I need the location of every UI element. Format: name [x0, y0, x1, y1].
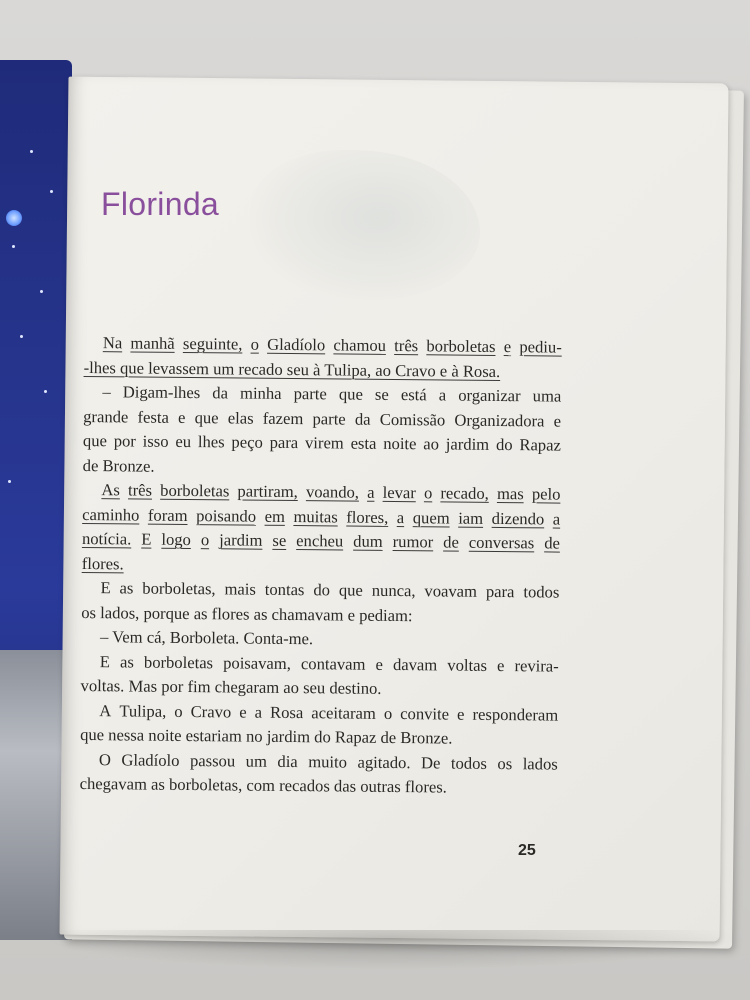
text-line: – Vem cá, Borboleta. Conta-me. [99, 627, 314, 649]
text-line: As três borboletas partiram, voando, a levar o recado, mas pelo [101, 480, 561, 504]
text-line: voltas. Mas por fim chegaram ao seu destino. [80, 675, 382, 698]
text-line: -lhes que levassem um recado seu à Tulipa, ao Cravo e à Rosa. [83, 357, 501, 381]
text-line: E as borboletas poisavam, contavam e davam voltas e revira- [99, 651, 559, 676]
paragraph [80, 698, 558, 752]
chapter-title: Florinda [101, 186, 220, 222]
paragraph [80, 747, 558, 801]
text-line: que por isso eu lhes peço para virem esta noite ao jardim do Rapaz [82, 430, 561, 455]
star-icon [50, 190, 53, 193]
paragraph [83, 380, 562, 483]
star-icon [40, 290, 43, 293]
star-icon [8, 480, 11, 483]
star-icon [44, 390, 47, 393]
paragraph [82, 478, 561, 581]
page-number: 25 [518, 842, 536, 859]
shadow [40, 930, 740, 970]
text-line: notícia. E logo o jardim se encheu dum rumor de conversas de [81, 528, 561, 553]
text-line: que nessa noite estariam no jardim do Rapaz de Bronze. [80, 724, 453, 748]
text-line: A Tulipa, o Cravo e a Rosa aceitaram o convite e responderam [99, 700, 559, 725]
text-line: chegavam as borboletas, com recados das outras flores. [79, 773, 447, 797]
star-icon [12, 245, 15, 248]
text-line: Na manhã seguinte, o Gladíolo chamou três borboletas e pediu- [102, 333, 562, 357]
star-icon [30, 150, 33, 153]
text-line: E as borboletas, mais tontas do que nunca, voavam para todos [100, 578, 560, 602]
paragraph [81, 576, 559, 630]
paragraph [84, 331, 562, 385]
paragraph [80, 649, 558, 703]
moon-icon [6, 210, 22, 226]
text-line: O Gladíolo passou um dia muito agitado. De todos os lados [98, 749, 558, 774]
text-line: de Bronze. [82, 455, 155, 476]
text-line: flores. [81, 553, 124, 573]
text-line: grande festa e que elas fazem parte da Comissão Organizadora e [83, 406, 562, 431]
text-line: os lados, porque as flores as chamavam e pediam: [81, 602, 413, 625]
star-icon [20, 335, 23, 338]
text-line: – Digam-lhes da minha parte que se está a organizar uma [102, 382, 562, 406]
text-line: caminho foram poisando em muitas flores, a quem iam dizendo a [82, 504, 561, 529]
body-text [80, 331, 562, 801]
